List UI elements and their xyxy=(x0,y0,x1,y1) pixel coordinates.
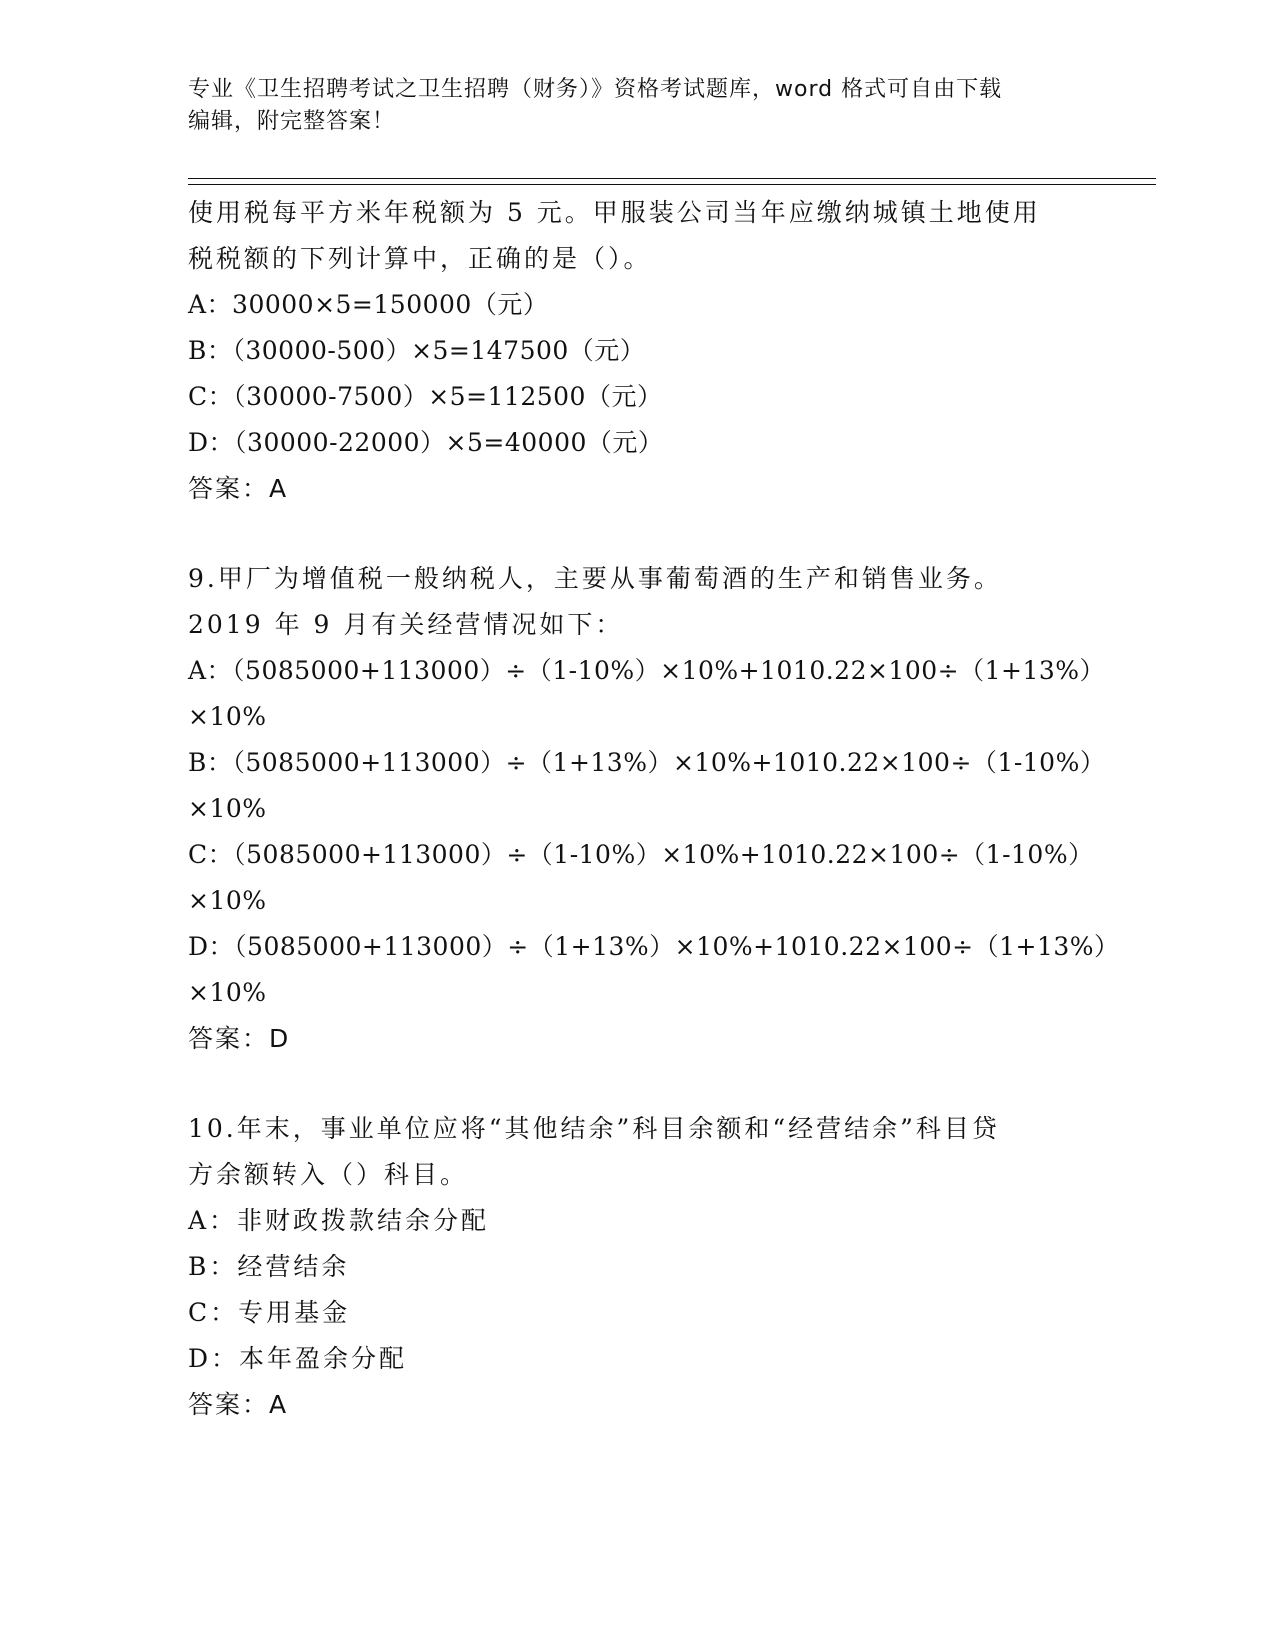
option-d: D：（5085000+113000）÷（1+13%）×10%+1010.22×100÷（1+13%） xyxy=(188,932,1120,961)
header-divider-top xyxy=(188,178,1156,179)
option-b-continued: ×10% xyxy=(188,794,267,823)
option-c: C：（5085000+113000）÷（1-10%）×10%+1010.22×100÷（1-10%） xyxy=(188,840,1094,869)
question-content xyxy=(188,190,1120,1428)
question-8 xyxy=(188,190,1088,512)
question-stem-line: 10.年末，事业单位应将“其他结余”科目余额和“经营结余”科目贷 xyxy=(188,1114,1000,1143)
header-line-1: 专业《卫生招聘考试之卫生招聘（财务）》资格考试题库，word 格式可自由下载 xyxy=(188,77,1003,102)
option-d-continued: ×10% xyxy=(188,978,267,1007)
option-b: B：经营结余 xyxy=(188,1252,350,1281)
option-d: D：（30000-22000）×5=40000（元） xyxy=(188,428,664,457)
question-stem-line: 9.甲厂为增值税一般纳税人，主要从事葡萄酒的生产和销售业务。 xyxy=(188,564,1002,593)
question-stem-line: 税税额的下列计算中，正确的是（）。 xyxy=(188,244,652,273)
option-a-continued: ×10% xyxy=(188,702,267,731)
option-a: A：（5085000+113000）÷（1-10%）×10%+1010.22×100÷（1+13%） xyxy=(188,656,1106,685)
option-c-continued: ×10% xyxy=(188,886,267,915)
option-b: B：（30000-500）×5=147500（元） xyxy=(188,336,646,365)
option-d: D：本年盈余分配 xyxy=(188,1344,408,1373)
spacer xyxy=(188,1062,1088,1106)
option-c: C：（30000-7500）×5=112500（元） xyxy=(188,382,663,411)
question-10 xyxy=(188,1106,1088,1428)
header-line-2: 编辑，附完整答案！ xyxy=(188,109,396,134)
answer-label: 答案：A xyxy=(188,474,289,503)
option-b: B：（5085000+113000）÷（1+13%）×10%+1010.22×100÷（1-10%） xyxy=(188,748,1106,777)
question-stem-line: 方余额转入（）科目。 xyxy=(188,1160,469,1189)
question-9 xyxy=(188,556,1120,1062)
answer-label: 答案：A xyxy=(188,1390,289,1419)
document-header xyxy=(188,74,1088,138)
option-c: C：专用基金 xyxy=(188,1298,351,1327)
question-stem-line: 2019 年 9 月有关经营情况如下： xyxy=(188,610,624,639)
spacer xyxy=(188,512,1088,556)
option-a: A：非财政拨款结余分配 xyxy=(188,1206,490,1235)
question-stem-line: 使用税每平方米年税额为 5 元。甲服装公司当年应缴纳城镇土地使用 xyxy=(188,198,1041,227)
answer-label: 答案：D xyxy=(188,1024,291,1053)
header-divider-bottom xyxy=(188,184,1156,185)
option-a: A：30000×5=150000（元） xyxy=(188,290,549,319)
